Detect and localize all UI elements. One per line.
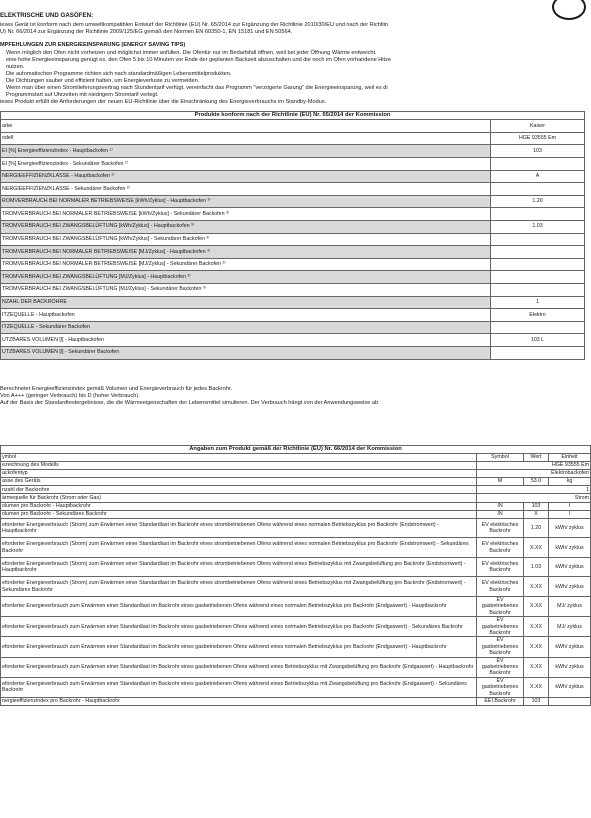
row-value: 1 <box>477 486 591 494</box>
table-row <box>1 271 585 284</box>
tip-line: Die Dichtungen sauber und effizient halten, um Energieverluste zu vermeiden. <box>6 78 200 84</box>
row-value: Elektro <box>491 309 585 322</box>
row-label: NERGIEEFFIZIENZKLASSE - Hauptbackofen ²⁾ <box>1 170 491 183</box>
row-value: X.XX <box>524 596 549 616</box>
row-label: UTZBARES VOLUMEN [l] - Sekundärer Backofen <box>1 346 491 359</box>
row-unit: kWh/ zyklus <box>549 518 591 538</box>
intro-line: ieses Gerät ist konform nach dem umweltkompatiblen Entwurf der Richtlinie (EU) Nr. 65/2014 zur Ergänzung der Richtlinie 2010/30/EU und nach der Richtlin <box>0 22 389 28</box>
row-description: ezeichnung des Modells <box>1 461 477 469</box>
row-label: ITZEQUELLE - Sekundärer Backofen <box>1 321 491 334</box>
table-66-2014 <box>0 445 590 706</box>
tip-line: nutzen. <box>6 64 25 70</box>
table-row <box>1 538 591 558</box>
table-row <box>1 170 585 183</box>
table-row <box>1 321 585 334</box>
row-description: eforderter Energieverbrauch (Strom) zum Erwärmen einer Standardlast im Backrohr eines strombetriebenen Ofens während eines normalen Betriebszyklus pro Backrohr (Endstromwert) - Sekundäres Backrohr <box>1 538 477 558</box>
row-symbol: EV gasbetriebenes Backrohr <box>477 596 524 616</box>
row-description: ackofentyp <box>1 469 477 477</box>
row-label: EI [%] Energieeffizienzindex - Hauptbackofen ¹⁾ <box>1 145 491 158</box>
row-unit: kg <box>549 478 591 486</box>
row-label: odell <box>1 132 491 145</box>
row-label: TROMVERBRAUCH BEI ZWANGSBELÜFTUNG [MJ/Zyklus] - Hauptbackofen ³⁾ <box>1 271 491 284</box>
table-row <box>1 698 591 706</box>
row-symbol: EV elektrisches Backrohr <box>477 577 524 597</box>
row-value: 103 <box>524 698 549 706</box>
table-row <box>1 158 585 171</box>
row-value: 103 <box>491 145 585 158</box>
row-value: X.XX <box>524 577 549 597</box>
tip-line: Die automatischen Programme richten sich nach standardmäßigen Lebensmittelprodukten. <box>6 71 232 77</box>
row-value <box>491 208 585 221</box>
row-value: X.XX <box>524 677 549 697</box>
row-description: eforderter Energieverbrauch zum Erwärmen einer Standardlast im Backrohr eines gasbetriebenen Ofens während eines normalen Betriebszyklus pro Backrohr (Endgaswert) - Hauptbackrohr <box>1 637 477 657</box>
row-symbol: EV gasbetriebenes Backrohr <box>477 677 524 697</box>
footnote: Von A+++ (geringer Verbrauch) bis D (hoher Verbrauch). <box>0 393 140 399</box>
row-value: 53.0 <box>524 478 549 486</box>
tip-line: ieses Produkt erfüllt die Anforderungen der neuen EU-Richtlinie über die Einschränkung des Energieverbrauchs im Standby-Modus. <box>0 99 327 105</box>
table-row <box>1 637 591 657</box>
row-label: TROMVERBRAUCH BEI NORMALER BETRIEBSWEISE [MJ/Zyklus] - Sekundärer Backofen ³⁾ <box>1 258 491 271</box>
row-label: TROMVERBRAUCH BEI NORMALER BETRIEBSWEISE [MJ/Zyklus] - Hauptbackofen ³⁾ <box>1 246 491 259</box>
row-symbol: EV gasbetriebenes Backrohr <box>477 637 524 657</box>
row-description: eforderter Energieverbrauch zum Erwärmen einer Standardlast im Backrohr eines gasbetriebenen Ofens während eines normalen Betriebszyklus pro Backrohr (Endgaswert) - Hauptbackrohr <box>1 596 477 616</box>
row-unit: kWh/ zyklus <box>549 538 591 558</box>
row-description: ärmequelle für Backrohr (Strom oder Gas) <box>1 494 477 502</box>
row-value <box>491 158 585 171</box>
row-unit: kWh/ zyklus <box>549 677 591 697</box>
table-row <box>1 132 585 145</box>
row-description: eforderter Energieverbrauch (Strom) zum Erwärmen einer Standardlast im Backrohr eines strombetriebenen Ofens während eines Betriebszyklus mit Zwangsbelüftung pro Backrohr (Endstromwert) - Hauptbackrohr <box>1 557 477 577</box>
table-row <box>1 461 591 469</box>
intro-line: U) Nr. 66/2014 zur Ergänzung der Richtlinie 2009/125/EG gemäß den Normen EN 60350-1, EN 15181 und EN 50564. <box>0 29 293 35</box>
row-value: X <box>524 510 549 518</box>
row-unit <box>549 698 591 706</box>
row-symbol: EV elektrisches Backrohr <box>477 518 524 538</box>
row-value: HGE 93555 Em <box>477 461 591 469</box>
row-value <box>491 271 585 284</box>
row-label: TROMVERBRAUCH BEI NORMALER BETRIEBSWEISE [kWh/Zyklus] - Sekundärer Backofen ³⁾ <box>1 208 491 221</box>
col-header: Einheit <box>549 454 591 461</box>
row-description: olumen pro Backrohr - Sekundäres Backrohr <box>1 510 477 518</box>
row-value: X.XX <box>524 637 549 657</box>
row-unit: l <box>549 502 591 510</box>
table-row <box>1 486 591 494</box>
row-symbol: EV elektrisches Backrohr <box>477 557 524 577</box>
row-label: NZAHL DER BACKROHRE <box>1 296 491 309</box>
tip-line: Wenn man über einen Stromlieferungsvertrag nach Stundentarif verfügt, vereinfacht das Programm "verzögerte Garung" die Energieeinsparung, weil es di <box>6 85 388 91</box>
row-description: eforderter Energieverbrauch (Strom) zum Erwärmen einer Standardlast im Backrohr eines strombetriebenen Ofens während eines normalen Betriebszyklus pro Backrohr (Endstromwert) - Hauptbackrohr <box>1 518 477 538</box>
row-description: eforderter Energieverbrauch zum Erwärmen einer Standardlast im Backrohr eines gasbetriebenen Ofens während eines normalen Betriebszyklus pro Backrohr (Endgaswert) - Sekundäres Backrohr <box>1 617 477 637</box>
table-row <box>1 220 585 233</box>
row-value: 103 L <box>491 334 585 347</box>
table-row <box>1 258 585 271</box>
row-value <box>491 183 585 196</box>
table1-title: Produkte konform nach der Richtlinie (EU) Nr. 65/2014 der Kommission <box>1 112 585 120</box>
table-row <box>1 478 591 486</box>
row-unit: kWh/ zyklus <box>549 577 591 597</box>
row-value <box>491 258 585 271</box>
table2-title: Angaben zum Produkt gemäß der Richtlinie (EU) Nr. 66/2014 der Kommission <box>1 446 591 454</box>
table-row <box>1 309 585 322</box>
section-title: ELEKTRISCHE UND GASÖFEN: <box>0 12 94 19</box>
row-value <box>491 321 585 334</box>
tip-line: eine hohe Energieeinsparung genügt es, den Ofen 5 bis 10 Minuten vor Ende der geplanten Backzeit abzuschalten und die noch im Ofen vorhandene Hitze <box>6 57 391 63</box>
table-row <box>1 145 585 158</box>
table-row <box>1 283 585 296</box>
table-65-2014 <box>0 111 584 360</box>
row-unit: kWh/ zyklus <box>549 657 591 677</box>
row-value: 1.03 <box>491 220 585 233</box>
table-row <box>1 195 585 208</box>
table-row <box>1 469 591 477</box>
col-header: ymbol <box>1 454 477 461</box>
row-unit: MJ/ zyklus <box>549 617 591 637</box>
col-header: Wert <box>524 454 549 461</box>
table-row <box>1 557 591 577</box>
row-unit: MJ/ zyklus <box>549 596 591 616</box>
row-value: Kaiser <box>491 120 585 133</box>
table-row <box>1 577 591 597</box>
table-row <box>1 502 591 510</box>
table-row <box>1 246 585 259</box>
row-symbol: IN <box>477 510 524 518</box>
row-description: nzahl der Backrohre <box>1 486 477 494</box>
row-symbol: EV elektrisches Backrohr <box>477 538 524 558</box>
footnote: Berechneter Energieeffizienzindex gemäß Volumen und Energieverbrauch für jedes Backrohr. <box>0 386 233 392</box>
brand-logo <box>552 0 586 20</box>
row-description: eforderter Energieverbrauch zum Erwärmen einer Standardlast im Backrohr eines gasbetriebenen Ofens während eines Betriebszyklus mit Zwangsbelüftung pro Backrohr (Endgaswert) - Sekundäres Backrohr <box>1 677 477 697</box>
row-unit: l <box>549 510 591 518</box>
table-row <box>1 183 585 196</box>
table-row <box>1 120 585 133</box>
tips-title: MPFEHLUNGEN ZUR ENERGIEEINSPARUNG (ENERGY SAVING TIPS) <box>0 42 186 48</box>
table-row <box>1 510 591 518</box>
row-label: NERGIEEFFIZIENZKLASSE - Sekundärer Backofen ²⁾ <box>1 183 491 196</box>
tip-line: Wenn möglich den Ofen nicht vorheizen und möglichst immer anfüllen. Die Ofentür nur im Bedarfsfall öffnen, weil bei jeder Öffnung Wärme entweicht. <box>6 50 377 56</box>
row-value: Strom <box>477 494 591 502</box>
row-value: 1 <box>491 296 585 309</box>
table-row <box>1 677 591 697</box>
row-symbol: IN <box>477 502 524 510</box>
row-value: 1.03 <box>524 557 549 577</box>
row-symbol: EV gasbetriebenes Backrohr <box>477 617 524 637</box>
table-row <box>1 296 585 309</box>
row-value: X.XX <box>524 538 549 558</box>
row-value <box>491 346 585 359</box>
row-value: Elektrobackofen <box>477 469 591 477</box>
row-symbol: EEI Backrohr <box>477 698 524 706</box>
row-value <box>491 283 585 296</box>
table-row <box>1 334 585 347</box>
table-row <box>1 494 591 502</box>
row-value: 1.20 <box>491 195 585 208</box>
row-label: TROMVERBRAUCH BEI ZWANGSBELÜFTUNG [MJ/Zyklus] - Sekundärer Backofen ³⁾ <box>1 283 491 296</box>
row-symbol: M <box>477 478 524 486</box>
row-label: TROMVERBRAUCH BEI ZWANGSBELÜFTUNG [kWh/Zyklus] - Sekundärer Backofen ³⁾ <box>1 233 491 246</box>
row-unit: kWh/ zyklus <box>549 637 591 657</box>
row-value: X.XX <box>524 617 549 637</box>
row-symbol: EV gasbetriebenes Backrohr <box>477 657 524 677</box>
table-row <box>1 208 585 221</box>
row-label: ROMVERBRAUCH BEI NORMALER BETRIEBSWEISE [kWh/Zyklus] - Hauptbackofen ³⁾ <box>1 195 491 208</box>
row-value: A <box>491 170 585 183</box>
col-header: Symbol <box>477 454 524 461</box>
row-value: 103 <box>524 502 549 510</box>
row-description: eforderter Energieverbrauch zum Erwärmen einer Standardlast im Backrohr eines gasbetriebenen Ofens während eines Betriebszyklus mit Zwangsbelüftung pro Backrohr (Endgaswert) - Hauptbackrohr <box>1 657 477 677</box>
row-label: TROMVERBRAUCH BEI ZWANGSBELÜFTUNG [kWh/Zyklus] - Hauptbackofen ³⁾ <box>1 220 491 233</box>
row-description: eforderter Energieverbrauch (Strom) zum Erwärmen einer Standardlast im Backrohr eines strombetriebenen Ofens während eines Betriebszyklus mit Zwangsbelüftung pro Backrohr (Endstromwert) - Sekundäres Backrohr <box>1 577 477 597</box>
table-row <box>1 596 591 616</box>
table-row <box>1 518 591 538</box>
footnote: Auf der Basis der Standardtestergebnisse, die die Wärmeeigenschaften der Lebensmittel simulieren. Der Verbrauch hängt von der Anwendungsweise ab <box>0 400 379 406</box>
row-value: HGE 93555 Em <box>491 132 585 145</box>
row-value <box>491 246 585 259</box>
row-value: 1.20 <box>524 518 549 538</box>
row-label: UTZBARES VOLUMEN [l] - Hauptbackofen <box>1 334 491 347</box>
row-label: EI [%] Energieeffizienzindex - Sekundärer Backofen ¹⁾ <box>1 158 491 171</box>
table-row <box>1 233 585 246</box>
row-value: X.XX <box>524 657 549 677</box>
row-description: olumen pro Backrohr - Hauptbackrohr <box>1 502 477 510</box>
table-row <box>1 346 585 359</box>
tip-line: Programmstart auf Uhrzeiten mit niedrigem Stromtarif verlegt. <box>6 92 159 98</box>
table-row <box>1 617 591 637</box>
row-label: arke <box>1 120 491 133</box>
row-label: ITZEQUELLE - Hauptbackofen <box>1 309 491 322</box>
table-row <box>1 657 591 677</box>
row-description: nergieeffizienzindex pro Backrohr - Hauptbackrohr <box>1 698 477 706</box>
row-value <box>491 233 585 246</box>
row-unit: kWh/ zyklus <box>549 557 591 577</box>
row-description: asse des Geräts <box>1 478 477 486</box>
